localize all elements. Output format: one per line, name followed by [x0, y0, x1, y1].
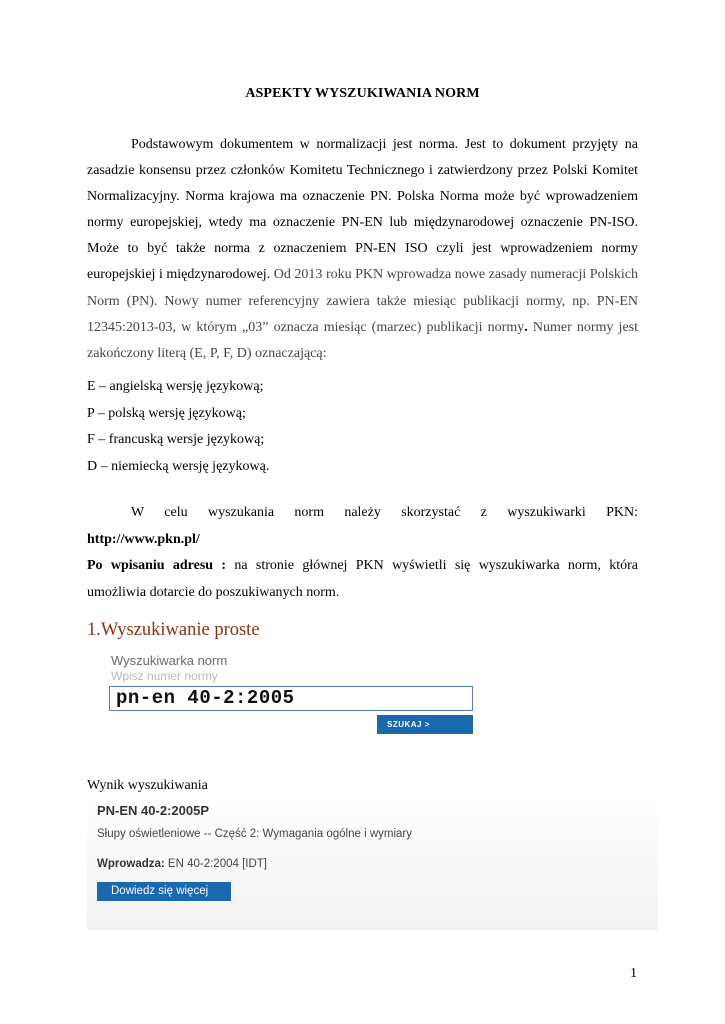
document-title: ASPEKTY WYSZUKIWANIA NORM	[245, 86, 480, 101]
search-button[interactable]: SZUKAJ >	[377, 715, 473, 734]
intro-paragraph	[87, 132, 638, 367]
introduces-value: EN 40-2:2004 [IDT]	[164, 858, 268, 870]
result-name: Słupy oświetleniowe -- Część 2: Wymagania ogólne i wymiary	[97, 828, 412, 840]
numbering-note: Od 2013 roku PKN wprowadza nowe zasady numeracji Polskich Norm (PN). Nowy numer referencyjny zawiera także miesiąc publikacji normy, np. PN-EN 12345:2013-03, w którym „03” oznacza miesiąc (marzec) publikacji normy	[87, 267, 639, 335]
widget-title: Wyszukiwarka norm	[111, 653, 228, 668]
search-line-text: W celu wyszukania norm należy skorzystać z wyszukiwarki PKN:	[131, 505, 638, 520]
letter-note: Numer normy jest zakończony literą (E, P, F, D) oznaczającą:	[87, 319, 638, 361]
result-label: Wynik wyszukiwania	[87, 778, 208, 793]
pkn-url-link[interactable]: http://www.pkn.pl/	[87, 531, 200, 547]
search-line	[87, 500, 638, 527]
language-item-e: E – angielską wersję językową;	[87, 379, 264, 394]
numbering-dot: .	[524, 319, 528, 335]
widget-hint: Wpisz numer normy	[111, 669, 218, 683]
intro-text: Podstawowym dokumentem w normalizacji jest norma. Jest to dokument przyjęty na zasadzie konsensu przez członków Komitetu Technicznego i zatwierdzony przez Polski Komitet Normalizacyjny. Norma krajowa ma oznaczenie PN. Polska Norma może być wprowadzeniem normy europejskiej, wtedy ma oznaczenie PN-EN lub międzynarodowej oznaczenie PN-ISO. Może to być także norma z oznaczeniem PN-EN ISO czyli jest wprowadzeniem normy europejskiej i międzynarodowej.	[87, 137, 638, 283]
learn-more-button[interactable]: Dowiedz się więcej	[97, 882, 231, 901]
language-list	[87, 374, 269, 480]
after-address-label: Po wpisaniu adresu :	[87, 558, 227, 573]
introduces-label: Wprowadza:	[97, 858, 165, 870]
search-result-screenshot	[87, 796, 658, 930]
page-number: 1	[630, 966, 637, 981]
after-address-text: na stronie głównej PKN wyświetli się wyszukiwarka norm, która umożliwia dotarcie do poszukiwanych norm.	[87, 558, 638, 600]
section-heading: 1.Wyszukiwanie proste	[87, 620, 260, 640]
search-widget-screenshot	[107, 653, 477, 738]
language-item-d: D – niemiecką wersję językową.	[87, 458, 270, 474]
search-instructions	[87, 500, 638, 606]
result-code[interactable]: PN-EN 40-2:2005P	[97, 803, 209, 818]
search-input[interactable]: pn-en 40-2:2005	[109, 686, 473, 711]
language-item-f: F – francuską wersje językową;	[87, 432, 265, 447]
language-item-p: P – polską wersję językową;	[87, 405, 246, 421]
result-introduces	[97, 858, 267, 870]
